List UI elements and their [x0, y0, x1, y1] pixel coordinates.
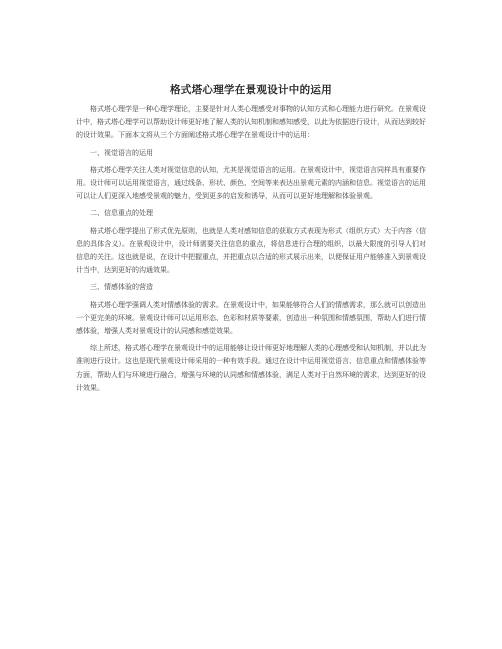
section-body-emotional-experience: 格式塔心理学强调人类对情感体验的需求。在景观设计中，如果能够符合人们的情感需求，那么就可以创造出一个更完美的环境。景观设计师可以运用形态、色彩和材质等要素，创造出一种氛围和情感氛围，帮助人们进行情感体验，增强人类对景观设计的认同感和感觉效果。 [76, 300, 426, 336]
section-body-visual-language: 格式塔心理学关注人类对视觉信息的认知，尤其是视觉语言的运用。在景观设计中，视觉语言同样具有重要作用。设计师可以运用视觉语言，通过线条、形状、颜色、空间等来表达出景观元素的内涵和信息。视觉语言的运用可以让人们更深入地感受景观的魅力，受到更多的启发和诱导，从而可以更好地理解和体验景观。 [76, 165, 426, 201]
conclusion-paragraph: 综上所述，格式塔心理学在景观设计中的运用能够让设计师更好地理解人类的心理感受和认知机制，并以此为准则进行设计。这也是现代景观设计师采用的一种有效手段。通过在设计中运用视觉语言、信息重点和情感体验等方面，帮助人们与环境进行融合，增强与环境的认同感和情感体验，满足人类对于自然环境的需求，达到更好的设计效果。 [76, 344, 426, 392]
section-body-information-focus: 格式塔心理学提出了形式优先原则，也就是人类对感知信息的获取方式表现为形式（组织方式）大于内容（信息的具体含义）。在景观设计中，设计师需要关注信息的重点，将信息进行合理的组织，以最大限度的引导人们对信息的关注。这也就是说，在设计中把握重点，并把重点以合适的形式展示出来，以便保证用户能够准入到景观设计当中，达到更好的沟通效果。 [76, 226, 426, 275]
section-heading-visual-language: 一、视觉语言的运用 [90, 148, 153, 157]
document-body [76, 103, 426, 399]
document-title: 格式塔心理学在景观设计中的运用 [170, 84, 332, 96]
section-heading-information-focus: 二、信息重点的处理 [90, 209, 153, 218]
section-heading-emotional-experience: 三、情感体验的营造 [90, 283, 153, 292]
intro-paragraph: 格式塔心理学是一种心理学理论，主要是针对人类心理感受对事物的认知方式和心理能力进行研究。在景观设计中，格式塔心理学可以帮助设计师更好地了解人类的认知机制和感知感受，以此为依据进行设计，从而达到较好的设计效果。下面本文将从三个方面阐述格式塔心理学在景观设计中的运用： [76, 105, 426, 140]
